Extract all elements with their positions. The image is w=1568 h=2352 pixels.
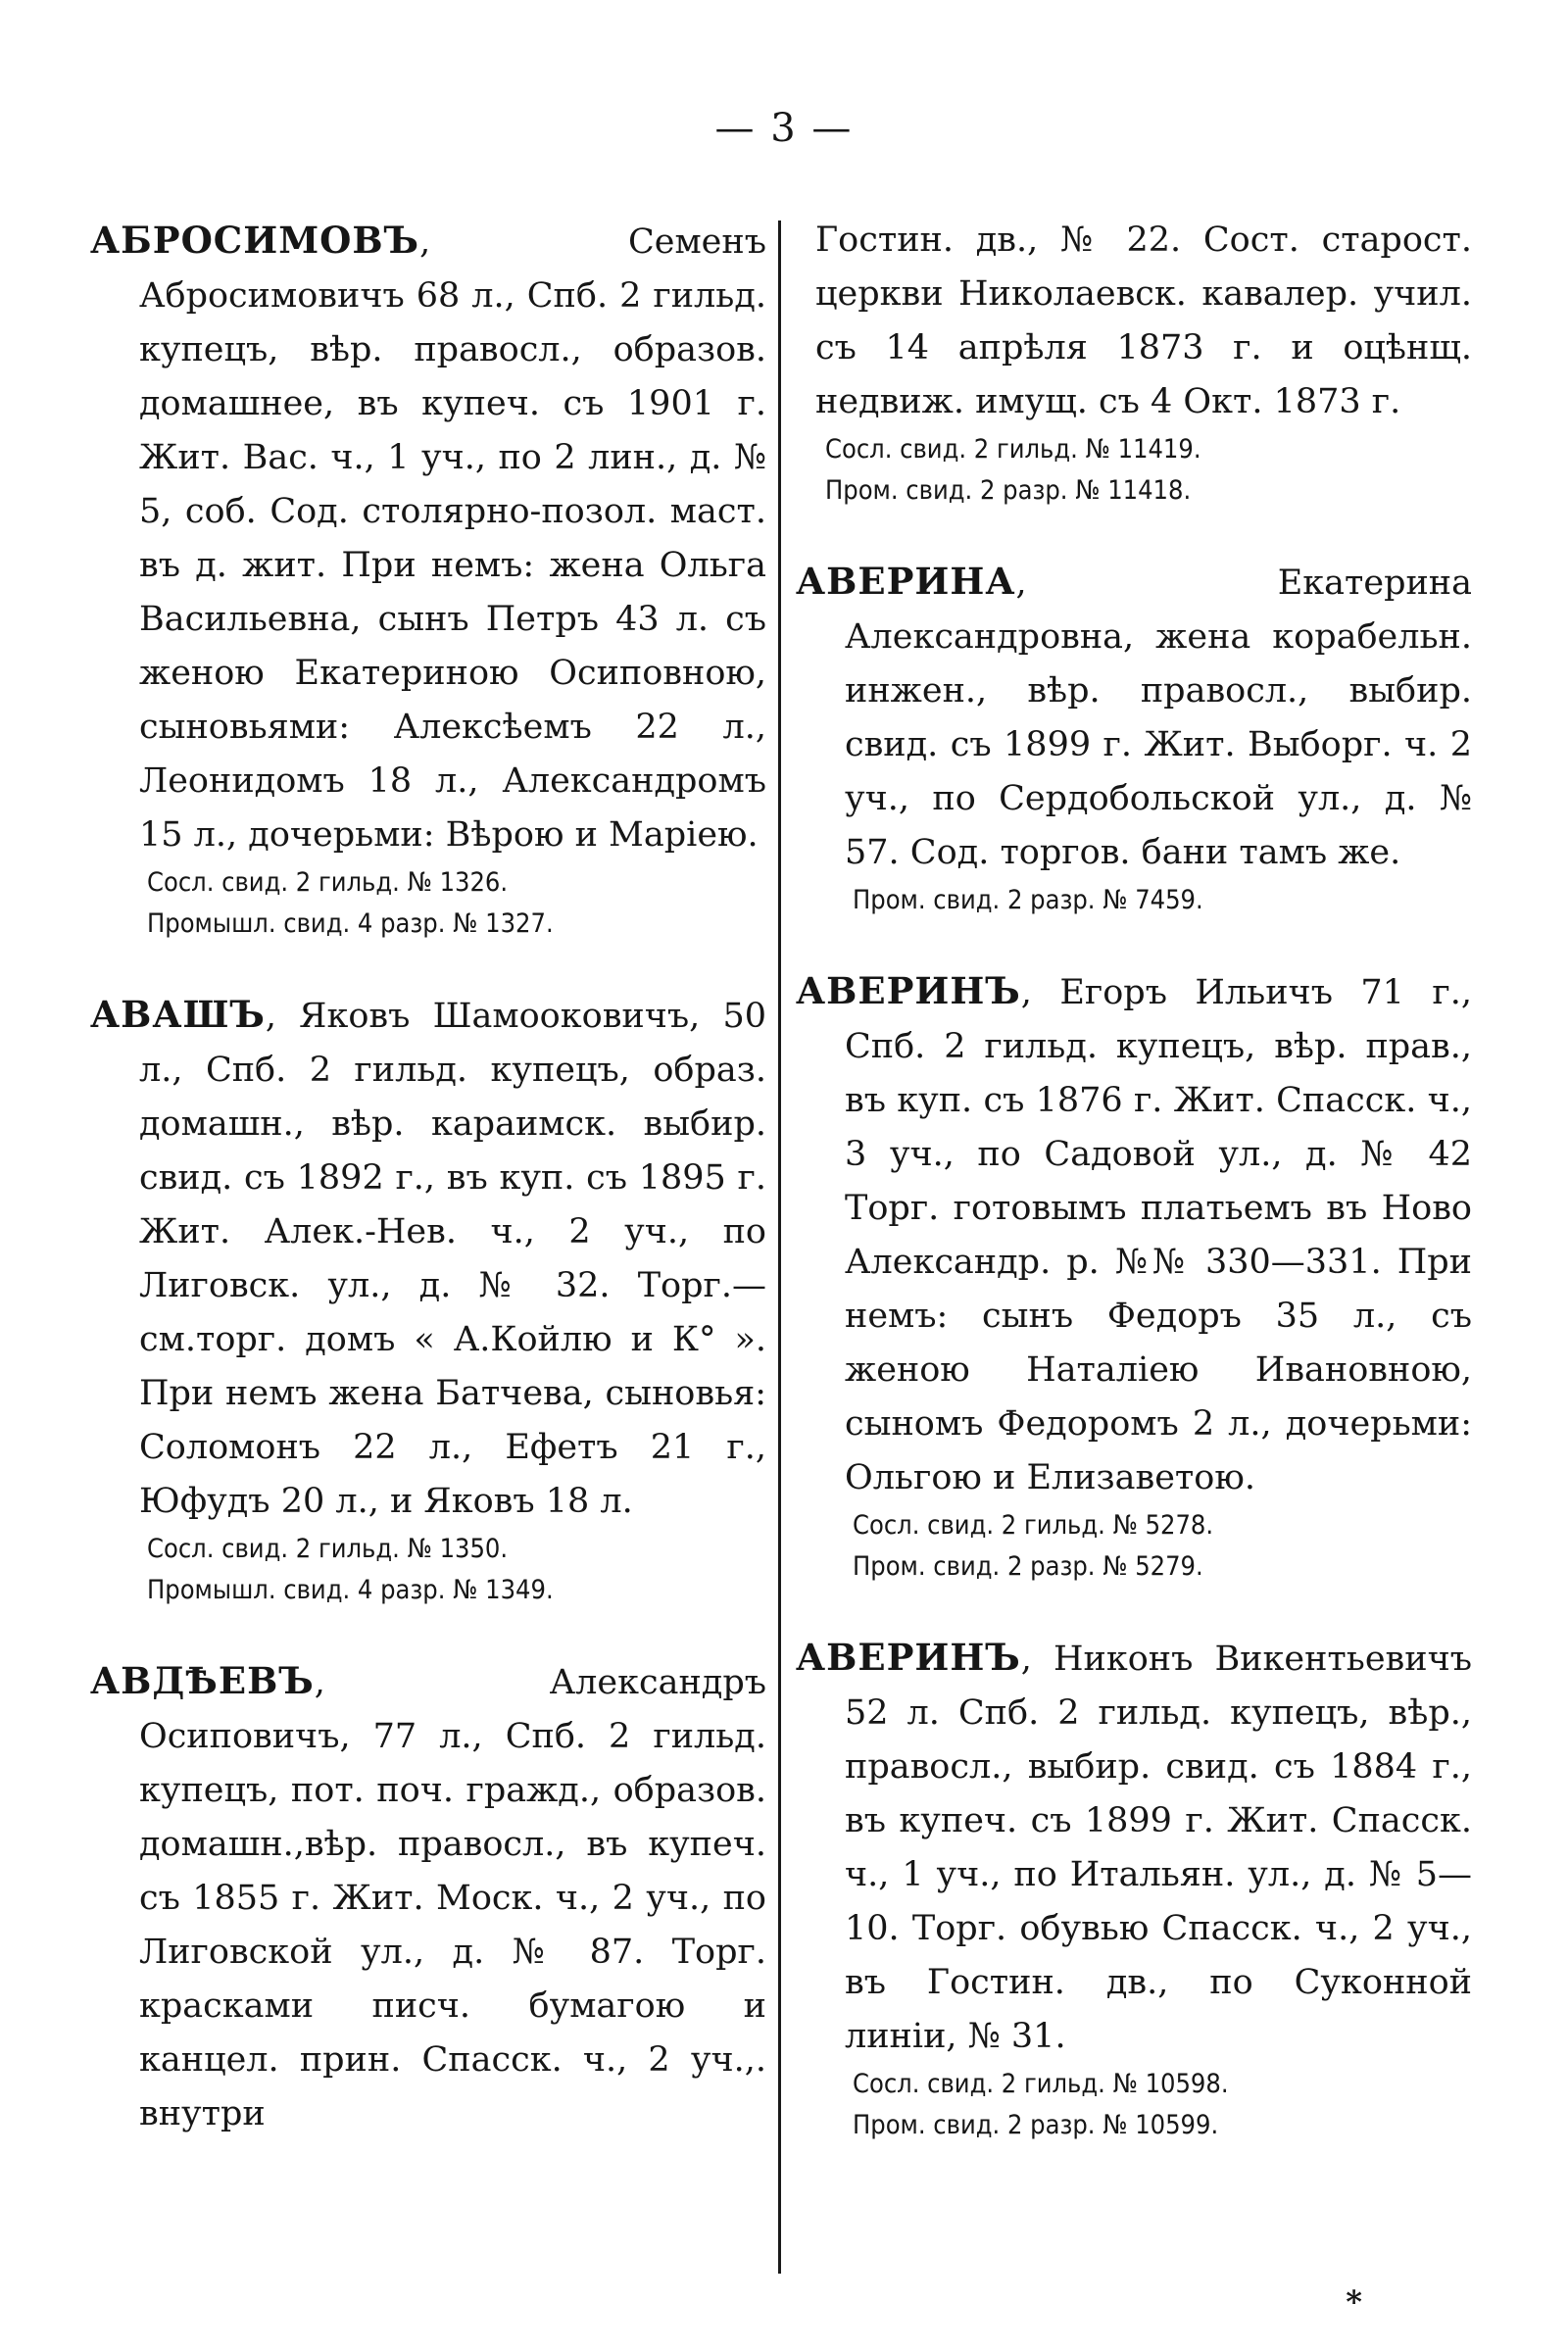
estate-certificate: Сосл. свид. 2 гильд. № 1326. <box>147 867 509 898</box>
page-number: — 3 — <box>714 106 854 151</box>
entry-text <box>90 988 766 1529</box>
right-column <box>796 214 1472 2189</box>
entry-surname: АВАШЪ <box>90 993 266 1036</box>
entry-details: , Семенъ Абросимовичъ 68 л., Спб. 2 гильд. купецъ, вѣр. правосл., образов. домашнее, въ купеч. съ 1901 г. Жит. Вас. ч., 1 уч., по 2 лин., д. № 5, соб. Сод. столярно-позол. маст. въ д. жит. При немъ: жена Ольга Васильевна, сынъ Петръ 43 л. съ женою Екатериною Осиповною, сыновьями: Алексѣемъ 22 л., Леонидомъ 18 л., Александромъ 15 л., дочерьми: Вѣрою и Маріею. <box>139 222 766 855</box>
entry-surname: АБРОСИМОВЪ <box>90 219 420 262</box>
left-column <box>90 214 766 2184</box>
trade-certificate: Пром. свид. 2 разр. № 11418. <box>825 475 1192 506</box>
estate-certificate: Сосл. свид. 2 гильд. № 5278. <box>853 1510 1214 1541</box>
estate-certificate: Сосл. свид. 2 гильд. № 1350. <box>147 1534 509 1564</box>
directory-entry-continuation <box>796 214 1472 512</box>
entry-surname: АВЕРИНА <box>796 560 1016 603</box>
entry-surname: АВЕРИНЪ <box>796 1636 1021 1679</box>
directory-entry <box>796 964 1472 1588</box>
entry-text <box>796 964 1472 1505</box>
entry-details: , Яковъ Шамооковичъ, 50 л., Спб. 2 гильд. купецъ, образ. домашн., вѣр. караимск. выбир. свид. съ 1892 г., въ куп. съ 1895 г. Жит. Алек.-Нев. ч., 2 уч., по Лиговск. ул., д. № 32. Торг.—см.торг. домъ « А.Койлю и К° ». При немъ жена Батчева, сыновья: Соломонъ 22 л., Ефетъ 21 г., Юфудъ 20 л., и Яковъ 18 л. <box>139 997 766 1521</box>
directory-entry <box>90 214 766 945</box>
trade-certificate: Пром. свид. 2 разр. № 5279. <box>853 1551 1203 1582</box>
estate-certificate: Сосл. свид. 2 гильд. № 10598. <box>853 2069 1229 2099</box>
entry-details: Гостин. дв., № 22. Сост. старост. церкви Николаевск. кавалер. учил. съ 14 апрѣля 1873 г. и оцѣнщ. недвиж. имущ. съ 4 Окт. 1873 г. <box>815 220 1472 421</box>
entry-text <box>796 555 1472 880</box>
entry-text <box>90 1654 766 2141</box>
entry-surname: АВЕРИНЪ <box>796 969 1021 1012</box>
directory-entry <box>90 1654 766 2141</box>
entry-text <box>90 214 766 862</box>
entry-details: , Никонъ Викентьевичъ 52 л. Спб. 2 гильд. купецъ, вѣр., правосл., выбир. свид. съ 1884 г., въ купеч. съ 1899 г. Жит. Спасск. ч., 1 уч., по Итальян. ул., д. № 5—10. Торг. обувью Спасск. ч., 2 уч., въ Гостин. дв., по Суконной линіи, № 31. <box>845 1640 1472 2056</box>
trade-certificate: Промышл. свид. 4 разр. № 1327. <box>147 908 554 939</box>
entry-details: , Александръ Осиповичъ, 77 л., Спб. 2 гильд. купецъ, пот. поч. гражд., образов. домашн.,вѣр. правосл., въ купеч. съ 1855 г. Жит. Моск. ч., 2 уч., по Лиговской ул., д. № 87. Торг. красками писч. бумагою и канцел. прин. Спасск. ч., 2 уч.,. внутри <box>139 1663 766 2133</box>
entry-text <box>796 1631 1472 2064</box>
estate-certificate: Сосл. свид. 2 гильд. № 11419. <box>825 434 1201 465</box>
trade-certificate: Пром. свид. 2 разр. № 10599. <box>853 2110 1219 2140</box>
entry-surname: АВДѢЕВЪ <box>90 1659 315 1702</box>
trade-certificate: Пром. свид. 2 разр. № 7459. <box>853 885 1203 915</box>
entry-details: , Екатерина Александровна, жена корабельн. инжен., вѣр. правосл., выбир. свид. съ 1899 г. Жит. Выборг. ч. 2 уч., по Сердобольской ул., д. № 57. Сод. торгов. бани тамъ же. <box>845 564 1472 872</box>
directory-entry <box>796 1631 1472 2146</box>
directory-entry <box>796 555 1472 921</box>
trade-certificate: Промышл. свид. 4 разр. № 1349. <box>147 1575 554 1605</box>
end-mark: * <box>1346 2283 1362 2321</box>
column-divider <box>778 220 781 2274</box>
entry-details: , Егоръ Ильичъ 71 г., Спб. 2 гильд. купецъ, вѣр. прав., въ куп. съ 1876 г. Жит. Спасск. ч., 3 уч., по Садовой ул., д. № 42 Торг. готовымъ платьемъ въ Ново Александр. р. №№ 330—331. При немъ: сынъ Федоръ 35 л., съ женою Наталіею Ивановною, сыномъ Федоромъ 2 л., дочерьми: Ольгою и Елизаветою. <box>845 973 1472 1497</box>
directory-entry <box>90 988 766 1611</box>
